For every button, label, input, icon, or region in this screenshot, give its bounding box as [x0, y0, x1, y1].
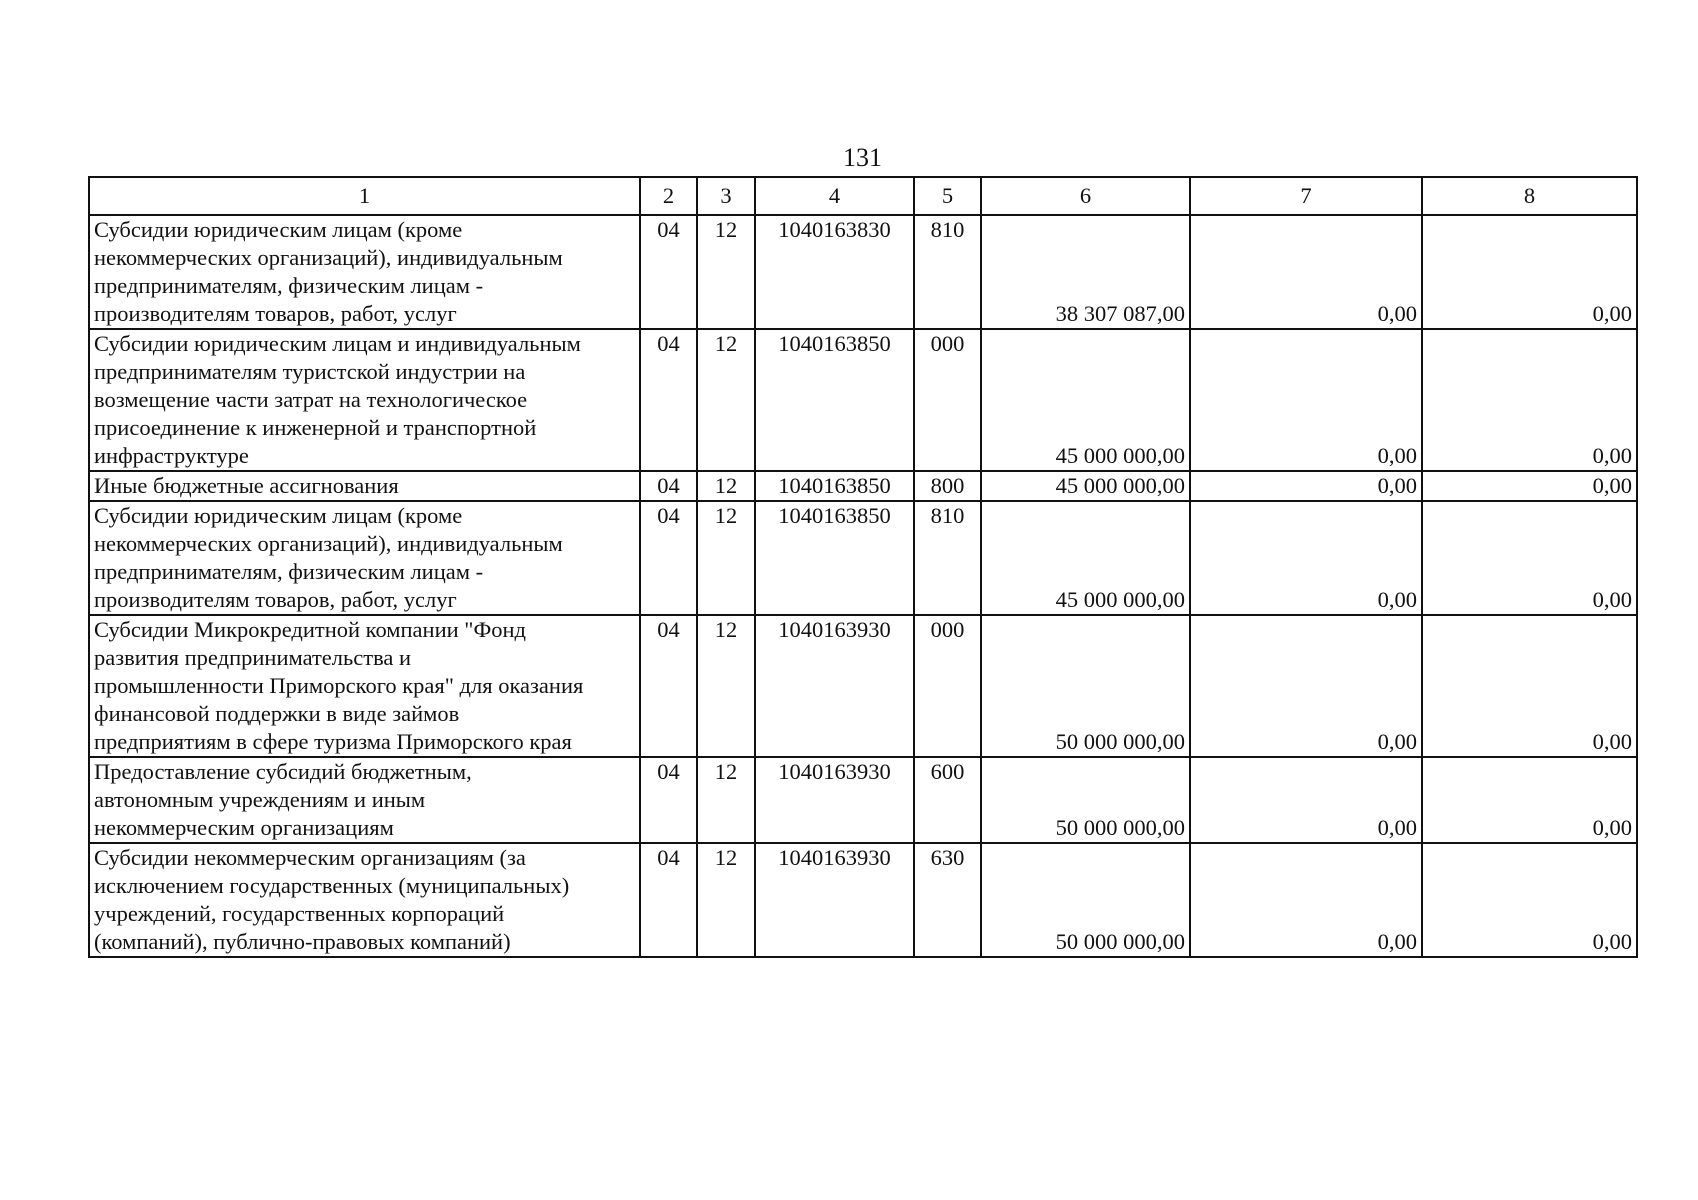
column-header: 1 — [89, 177, 640, 215]
amount-cell-col8: 0,00 — [1422, 329, 1637, 471]
table-row — [89, 215, 1637, 329]
row-name-line: Субсидии некоммерческим организациям (за — [94, 845, 526, 870]
amount-cell-col7: 0,00 — [1190, 615, 1422, 757]
column-header: 8 — [1422, 177, 1637, 215]
table-row — [89, 329, 1637, 471]
amount-cell-col8: 0,00 — [1422, 615, 1637, 757]
subsection-code-cell: 12 — [697, 329, 755, 471]
row-name-line: некоммерческих организаций), индивидуальным — [94, 245, 563, 270]
subsection-code-cell: 12 — [697, 615, 755, 757]
amount-cell-col7: 0,00 — [1190, 501, 1422, 615]
row-name-line: предпринимателям, физическим лицам - — [94, 273, 484, 298]
section-code-cell: 04 — [640, 501, 697, 615]
expense-type-cell: 600 — [914, 757, 981, 843]
row-name-line: предпринимателям туристской индустрии на — [94, 359, 526, 384]
row-name-cell — [89, 215, 640, 329]
subsection-code-cell: 12 — [697, 757, 755, 843]
row-name-line: некоммерческим организациям — [94, 815, 394, 840]
row-name-cell — [89, 757, 640, 843]
row-name-line: производителям товаров, работ, услуг — [94, 301, 457, 326]
section-code-cell: 04 — [640, 757, 697, 843]
amount-cell-col7: 0,00 — [1190, 215, 1422, 329]
column-header: 5 — [914, 177, 981, 215]
row-name-line: Субсидии юридическим лицам (кроме — [94, 503, 463, 528]
section-code-cell: 04 — [640, 843, 697, 957]
row-name-cell — [89, 329, 640, 471]
row-name-line: некоммерческих организаций), индивидуальным — [94, 531, 563, 556]
amount-cell-col8: 0,00 — [1422, 501, 1637, 615]
amount-cell-col6: 50 000 000,00 — [981, 757, 1190, 843]
amount-cell-col8: 0,00 — [1422, 215, 1637, 329]
amount-cell-col8: 0,00 — [1422, 471, 1637, 501]
section-code-cell: 04 — [640, 215, 697, 329]
section-code-cell: 04 — [640, 471, 697, 501]
target-article-cell: 1040163850 — [755, 471, 914, 501]
amount-cell-col7: 0,00 — [1190, 843, 1422, 957]
page-number: 131 — [843, 143, 882, 172]
column-header: 2 — [640, 177, 697, 215]
target-article-cell: 1040163930 — [755, 615, 914, 757]
column-header: 6 — [981, 177, 1190, 215]
amount-cell-col8: 0,00 — [1422, 757, 1637, 843]
row-name-line: финансовой поддержки в виде займов — [94, 701, 460, 726]
row-name-line: исключением государственных (муниципальных) — [94, 873, 570, 898]
row-name-line: производителям товаров, работ, услуг — [94, 587, 457, 612]
expense-type-cell: 810 — [914, 501, 981, 615]
header-row — [89, 177, 1637, 215]
subsection-code-cell: 12 — [697, 501, 755, 615]
table-row — [89, 501, 1637, 615]
table-row — [89, 615, 1637, 757]
amount-cell-col7: 0,00 — [1190, 329, 1422, 471]
table-row — [89, 757, 1637, 843]
column-header: 7 — [1190, 177, 1422, 215]
row-name-line: возмещение части затрат на технологическое — [94, 387, 528, 412]
row-name-line: Иные бюджетные ассигнования — [94, 473, 399, 498]
amount-cell-col6: 50 000 000,00 — [981, 843, 1190, 957]
amount-cell-col6: 45 000 000,00 — [981, 501, 1190, 615]
row-name-line: инфраструктуре — [94, 443, 249, 468]
row-name-line: присоединение к инженерной и транспортной — [94, 415, 537, 440]
amount-cell-col7: 0,00 — [1190, 757, 1422, 843]
target-article-cell: 1040163850 — [755, 329, 914, 471]
row-name-line: Субсидии юридическим лицам (кроме — [94, 217, 463, 242]
expense-type-cell: 000 — [914, 329, 981, 471]
row-name-cell — [89, 843, 640, 957]
expense-type-cell: 800 — [914, 471, 981, 501]
row-name-cell — [89, 615, 640, 757]
row-name-line: предпринимателям, физическим лицам - — [94, 559, 484, 584]
amount-cell-col8: 0,00 — [1422, 843, 1637, 957]
column-header: 3 — [697, 177, 755, 215]
expense-type-cell: 630 — [914, 843, 981, 957]
target-article-cell: 1040163850 — [755, 501, 914, 615]
column-header: 4 — [755, 177, 914, 215]
row-name-line: автономным учреждениям и иным — [94, 787, 426, 812]
subsection-code-cell: 12 — [697, 471, 755, 501]
subsection-code-cell: 12 — [697, 215, 755, 329]
amount-cell-col6: 45 000 000,00 — [981, 471, 1190, 501]
section-code-cell: 04 — [640, 329, 697, 471]
budget-table — [88, 176, 1638, 958]
amount-cell-col6: 50 000 000,00 — [981, 615, 1190, 757]
table-row — [89, 843, 1637, 957]
row-name-line: Субсидии Микрокредитной компании "Фонд — [94, 617, 526, 642]
row-name-line: Субсидии юридическим лицам и индивидуальным — [94, 331, 581, 356]
target-article-cell: 1040163930 — [755, 843, 914, 957]
row-name-cell — [89, 471, 640, 501]
target-article-cell: 1040163830 — [755, 215, 914, 329]
expense-type-cell: 000 — [914, 615, 981, 757]
target-article-cell: 1040163930 — [755, 757, 914, 843]
amount-cell-col6: 38 307 087,00 — [981, 215, 1190, 329]
amount-cell-col6: 45 000 000,00 — [981, 329, 1190, 471]
amount-cell-col7: 0,00 — [1190, 471, 1422, 501]
row-name-line: учреждений, государственных корпораций — [94, 901, 505, 926]
table-row — [89, 471, 1637, 501]
row-name-line: развития предпринимательства и — [94, 645, 412, 670]
row-name-cell — [89, 501, 640, 615]
row-name-line: Предоставление субсидий бюджетным, — [94, 759, 472, 784]
row-name-line: (компаний), публично-правовых компаний) — [94, 929, 511, 954]
section-code-cell: 04 — [640, 615, 697, 757]
row-name-line: промышленности Приморского края" для оказания — [94, 673, 584, 698]
row-name-line: предприятиям в сфере туризма Приморского края — [94, 729, 572, 754]
subsection-code-cell: 12 — [697, 843, 755, 957]
expense-type-cell: 810 — [914, 215, 981, 329]
